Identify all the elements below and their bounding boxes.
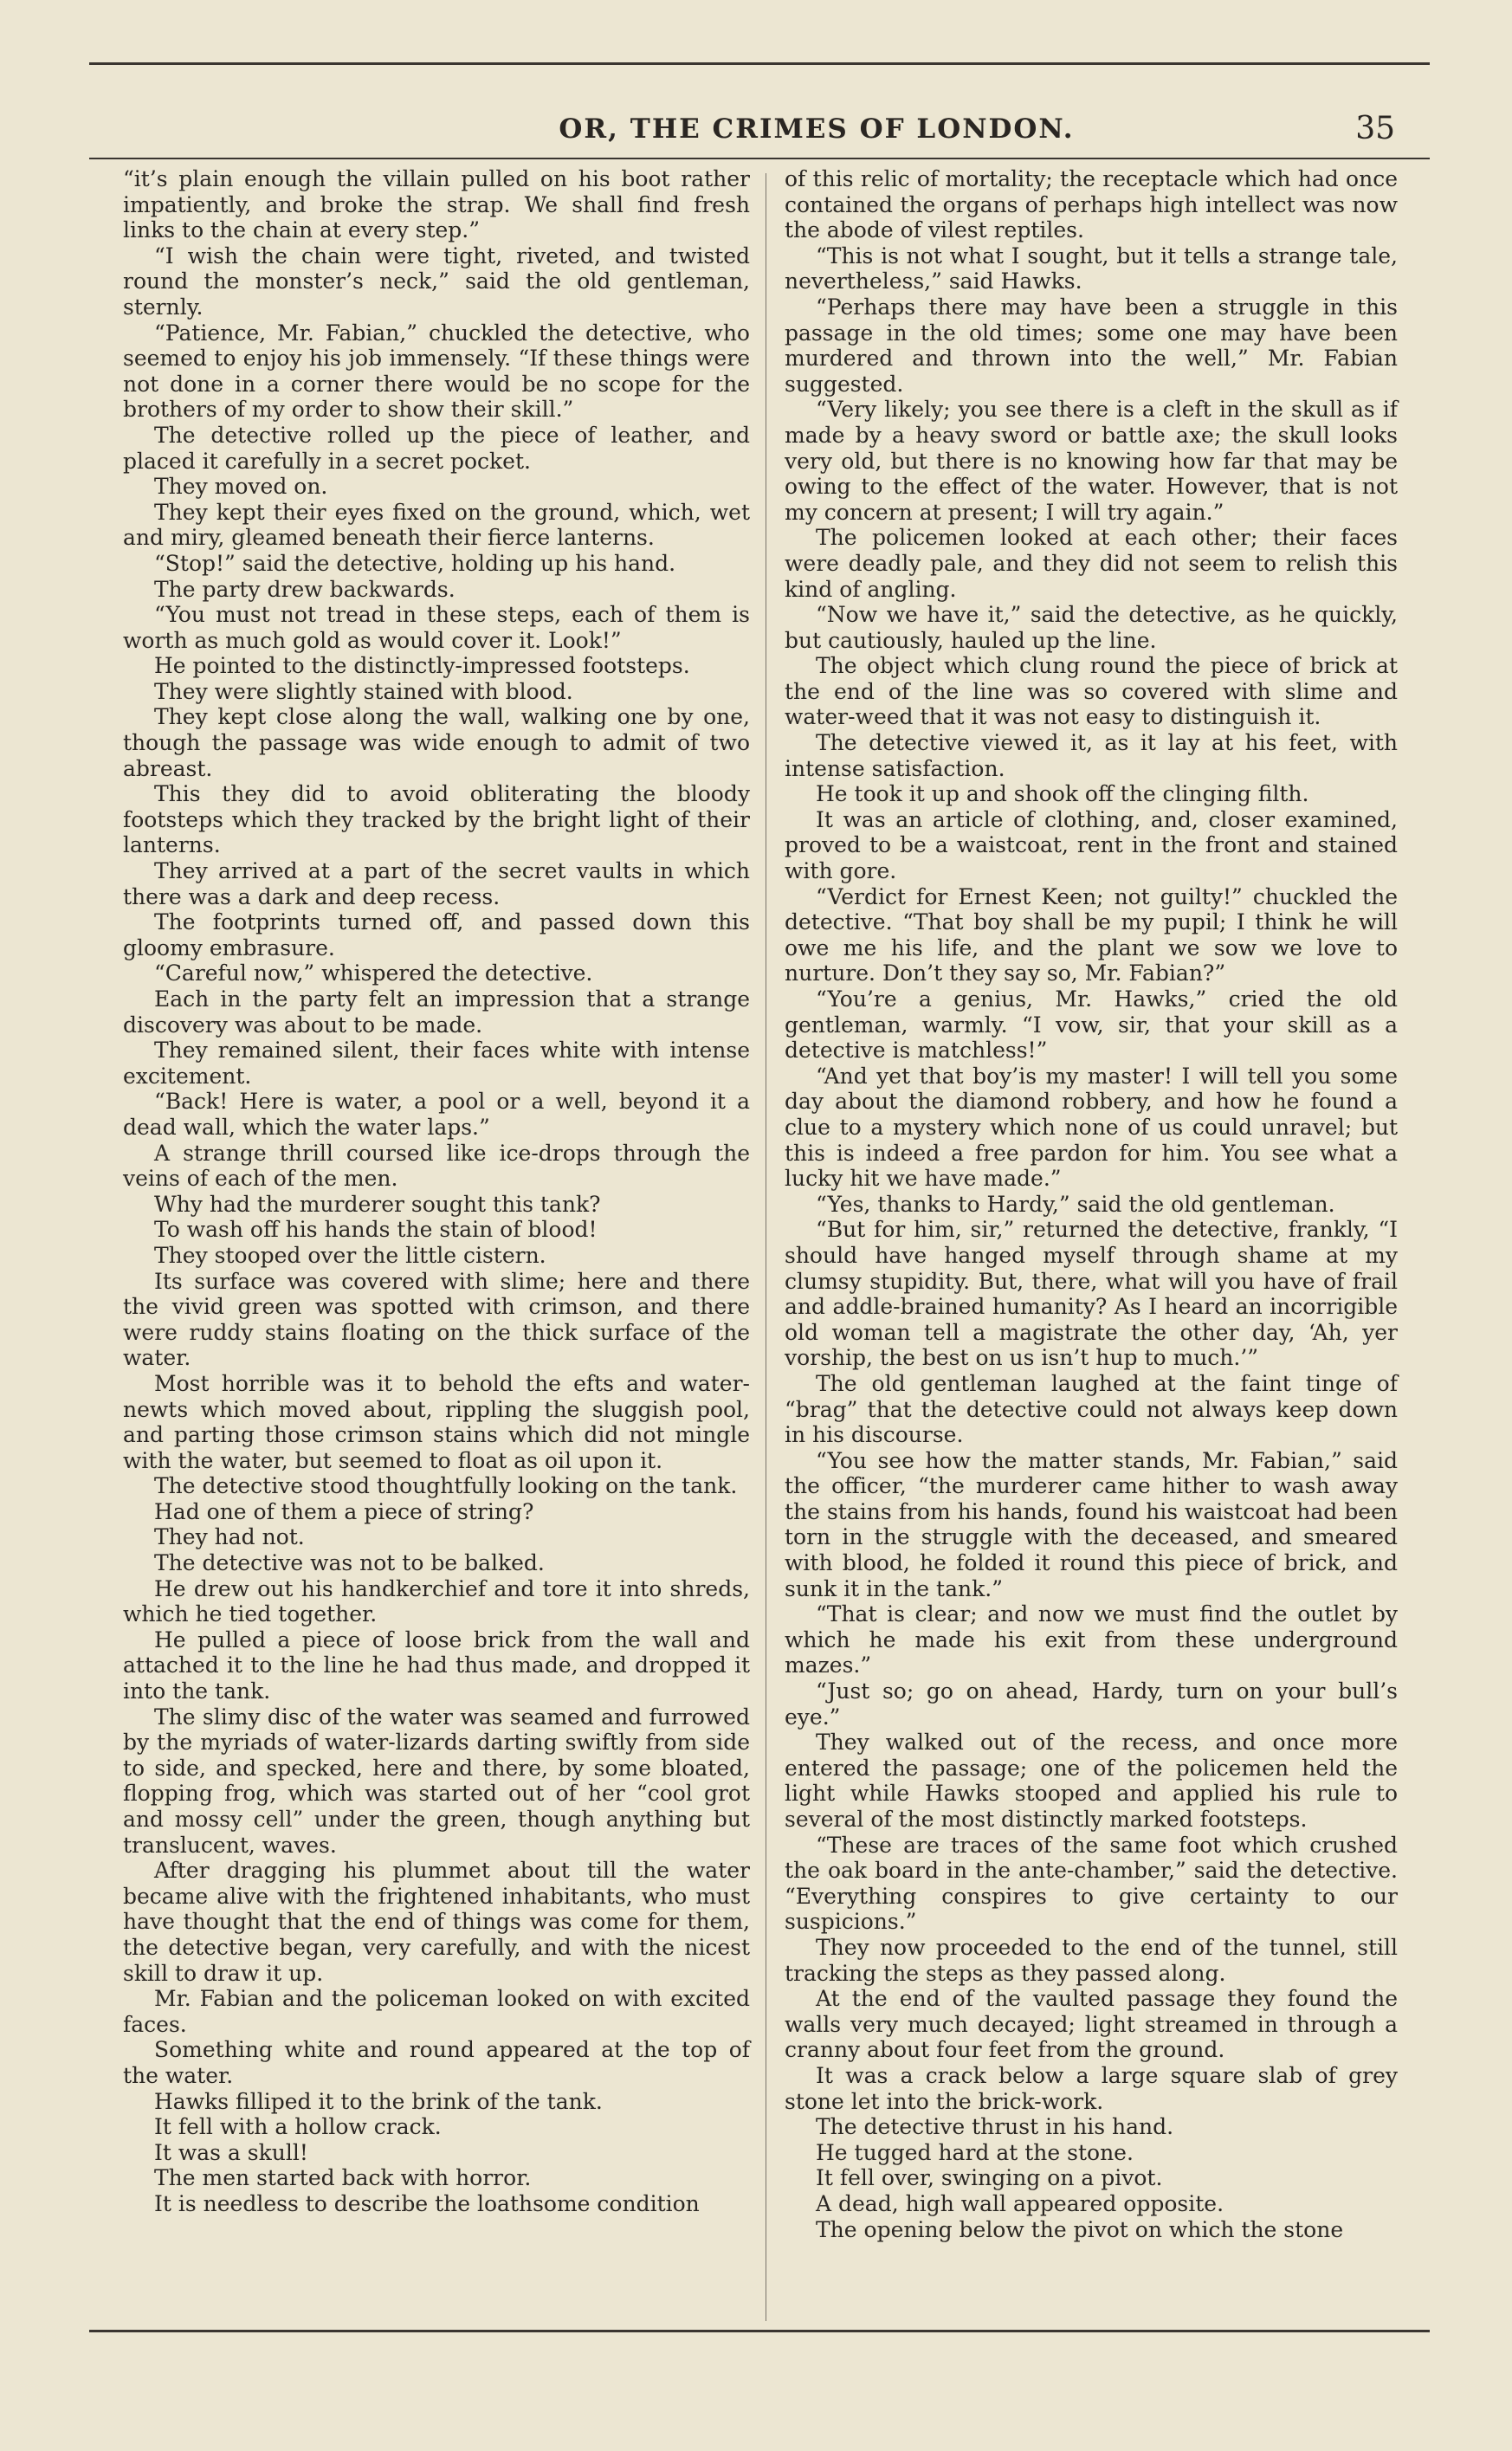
- paragraph: They walked out of the recess, and once more entered the passage; one of the policemen held the light while Hawks stooped and applied his rule to several of the most distinctly marked footsteps.: [785, 1730, 1398, 1832]
- paragraph: Something white and round appeared at the top of the water.: [123, 2037, 750, 2088]
- paragraph: “Now we have it,” said the detective, as he quickly, but cautiously, hauled up the line.: [785, 602, 1398, 653]
- paragraph: “Yes, thanks to Hardy,” said the old gentleman.: [816, 1191, 1335, 1217]
- paragraph: This they did to avoid obliterating the bloody footsteps which they tracked by the bright light of their lanterns.: [123, 781, 750, 858]
- paragraph: They remained silent, their faces white with intense excitement.: [123, 1038, 750, 1089]
- bottom-rule: [89, 2330, 1430, 2332]
- paragraph: It fell with a hollow crack.: [154, 2114, 442, 2140]
- paragraph: The men started back with horror.: [154, 2165, 532, 2191]
- paragraph: “You see how the matter stands, Mr. Fabian,” said the officer, “the murderer came hither to wash away the stains from his hands, found his waistcoat had been torn in the struggle with the deceased, and smeared with blood, he folded it round this piece of brick, and sunk it in the tank.”: [785, 1447, 1398, 1601]
- paragraph: “But for him, sir,” returned the detective, frankly, “I should have hanged myself through shame at my clumsy stupidity. But, there, what will you have of frail and addle-brained humanity? As I heard an incorrigible old woman tell a magistrate the other day, ‘Ah, yer vorship, the best on us isn’t hup to much.’”: [785, 1217, 1398, 1371]
- paragraph: Most horrible was it to behold the efts and water-newts which moved about, rippling the sluggish pool, and parting those crimson stains which did not mingle with the water, but seemed to float as oil upon it.: [123, 1370, 750, 1473]
- paragraph: He took it up and shook off the clinging filth.: [816, 781, 1309, 807]
- paragraph: They arrived at a part of the secret vaults in which there was a dark and deep recess.: [123, 858, 750, 909]
- paragraph: “You must not tread in these steps, each of them is worth as much gold as would cover it. Look!”: [123, 602, 750, 653]
- paragraph: “Very likely; you see there is a cleft in the skull as if made by a heavy sword or battle axe; the skull looks very old, but there is no knowing how far that may be owing to the effect of the water. However, that is not my concern at present; I will try again.”: [785, 397, 1398, 525]
- paragraph: It was a skull!: [154, 2139, 308, 2165]
- running-title: OR, THE CRIMES OF LONDON.: [559, 113, 1075, 145]
- paragraph: He tugged hard at the stone.: [816, 2139, 1134, 2165]
- paragraph: Hawks filliped it to the brink of the tank.: [154, 2088, 603, 2114]
- paragraph: It was a crack below a large square slab of grey stone let into the brick-work.: [785, 2062, 1398, 2114]
- paragraph: Had one of them a piece of string?: [154, 1498, 534, 1524]
- paragraph: The footprints turned off, and passed down this gloomy embrasure.: [123, 909, 750, 960]
- paragraph: Its surface was covered with slime; here and there the vivid green was spotted with crimson, and there were ruddy stains floating on the thick surface of the water.: [123, 1268, 750, 1371]
- paragraph: At the end of the vaulted passage they found the walls very much decayed; light streamed in through a cranny about four feet from the ground.: [785, 1986, 1398, 2063]
- paragraph: The detective viewed it, as it lay at his feet, with intense satisfaction.: [785, 730, 1398, 781]
- paragraph: They moved on.: [154, 474, 328, 500]
- paragraph: A dead, high wall appeared opposite.: [816, 2190, 1224, 2216]
- paragraph: A strange thrill coursed like ice-drops through the veins of each of the men.: [123, 1140, 750, 1192]
- paragraph: After dragging his plummet about till the water became alive with the frightened inhabitants, who must have thought that the end of things was come for them, the detective began, very carefully, and with the nicest skill to draw it up.: [123, 1858, 750, 1986]
- paragraph: The old gentleman laughed at the faint tinge of “brag” that the detective could not always keep down in his discourse.: [785, 1370, 1398, 1448]
- paragraph: “Stop!” said the detective, holding up his hand.: [154, 550, 676, 576]
- paragraph: “I wish the chain were tight, riveted, and twisted round the monster’s neck,” said the old gentleman, sternly.: [123, 243, 750, 320]
- paragraph: “Careful now,” whispered the detective.: [154, 960, 593, 986]
- left-column: [123, 166, 750, 2217]
- paragraph: The detective thrust in his hand.: [816, 2114, 1174, 2140]
- paragraph: Each in the party felt an impression that a strange discovery was about to be made.: [123, 986, 750, 1038]
- paragraph: The policemen looked at each other; their faces were deadly pale, and they did not seem to relish this kind of angling.: [785, 525, 1398, 602]
- paragraph: Mr. Fabian and the policeman looked on with excited faces.: [123, 1986, 750, 2037]
- page-header: [89, 107, 1395, 151]
- paragraph: “Back! Here is water, a pool or a well, beyond it a dead wall, which the water laps.”: [123, 1089, 750, 1140]
- paragraph: They stooped over the little cistern.: [154, 1242, 546, 1268]
- page-number: 35: [1355, 111, 1395, 146]
- paragraph: He drew out his handkerchief and tore it into shreds, which he tied together.: [123, 1575, 750, 1627]
- paragraph: It is needless to describe the loathsome condition: [154, 2190, 700, 2216]
- paragraph: “Just so; go on ahead, Hardy, turn on your bull’s eye.”: [785, 1678, 1398, 1730]
- paragraph: They now proceeded to the end of the tunnel, still tracking the steps as they passed along.: [785, 1934, 1398, 1986]
- paragraph: They kept close along the wall, walking one by one, though the passage was wide enough to admit of two abreast.: [123, 704, 750, 781]
- paragraph: He pulled a piece of loose brick from the wall and attached it to the line he had thus made, and dropped it into the tank.: [123, 1626, 750, 1704]
- paragraph: “These are traces of the same foot which crushed the oak board in the ante-chamber,” said the detective. “Everything conspires to give certainty to our suspicions.”: [785, 1832, 1398, 1935]
- paragraph: of this relic of mortality; the receptacle which had once contained the organs of perhaps high intellect was now the abode of vilest reptiles.: [785, 166, 1398, 243]
- paragraph: The party drew backwards.: [154, 576, 456, 602]
- paragraph: To wash off his hands the stain of blood!: [154, 1217, 598, 1243]
- paragraph: The detective was not to be balked.: [154, 1550, 545, 1576]
- paragraph: “You’re a genius, Mr. Hawks,” cried the old gentleman, warmly. “I vow, sir, that your skill as a detective is matchless!”: [785, 986, 1398, 1064]
- paragraph: “That is clear; and now we must find the outlet by which he made his exit from these underground mazes.”: [785, 1601, 1398, 1678]
- paragraph: “This is not what I sought, but it tells a strange tale, nevertheless,” said Hawks.: [785, 243, 1398, 294]
- paragraph: The detective rolled up the piece of leather, and placed it carefully in a secret pocket.: [123, 422, 750, 474]
- paragraph: The opening below the pivot on which the stone: [816, 2216, 1344, 2242]
- paragraph: Why had the murderer sought this tank?: [154, 1191, 601, 1217]
- paragraph: “And yet that boy’is my master! I will tell you some day about the diamond robbery, and how he found a clue to a mystery which none of us could unravel; but this is indeed a free pardon for him. You see what a lucky hit we have made.”: [785, 1063, 1398, 1192]
- paragraph: They had not.: [154, 1524, 305, 1550]
- paragraph: It fell over, swinging on a pivot.: [816, 2165, 1163, 2191]
- paragraph: The slimy disc of the water was seamed and furrowed by the myriads of water-lizards darting swiftly from side to side, and specked, here and there, by some bloated, flopping frog, which was started out of her “cool grot and mossy cell” under the green, though anything but translucent, waves.: [123, 1704, 750, 1858]
- paragraph: The object which clung round the piece of brick at the end of the line was so covered with slime and water-weed that it was not easy to distinguish it.: [785, 653, 1398, 730]
- header-rule: [89, 158, 1430, 159]
- paragraph: The detective stood thoughtfully looking on the tank.: [154, 1473, 738, 1499]
- right-column: [785, 166, 1398, 2242]
- paragraph: He pointed to the distinctly-impressed footsteps.: [154, 653, 690, 679]
- paragraph: They kept their eyes fixed on the ground, which, wet and miry, gleamed beneath their fierce lanterns.: [123, 499, 750, 551]
- paragraph: “Perhaps there may have been a struggle in this passage in the old times; some one may have been murdered and thrown into the well,” Mr. Fabian suggested.: [785, 294, 1398, 397]
- paragraph: “it’s plain enough the villain pulled on his boot rather impatiently, and broke the strap. We shall find fresh links to the chain at every step.”: [123, 166, 750, 243]
- paragraph: It was an article of clothing, and, closer examined, proved to be a waistcoat, rent in the front and stained with gore.: [785, 806, 1398, 884]
- top-rule: [89, 62, 1430, 65]
- paragraph: They were slightly stained with blood.: [154, 678, 573, 704]
- paragraph: “Patience, Mr. Fabian,” chuckled the detective, who seemed to enjoy his job immensely. “If these things were not done in a corner there would be no scope for the brothers of my order to show their skill.”: [123, 320, 750, 423]
- paragraph: “Verdict for Ernest Keen; not guilty!” chuckled the detective. “That boy shall be my pupil; I think he will owe me his life, and the plant we sow we love to nurture. Don’t they say so, Mr. Fabian?”: [785, 883, 1398, 986]
